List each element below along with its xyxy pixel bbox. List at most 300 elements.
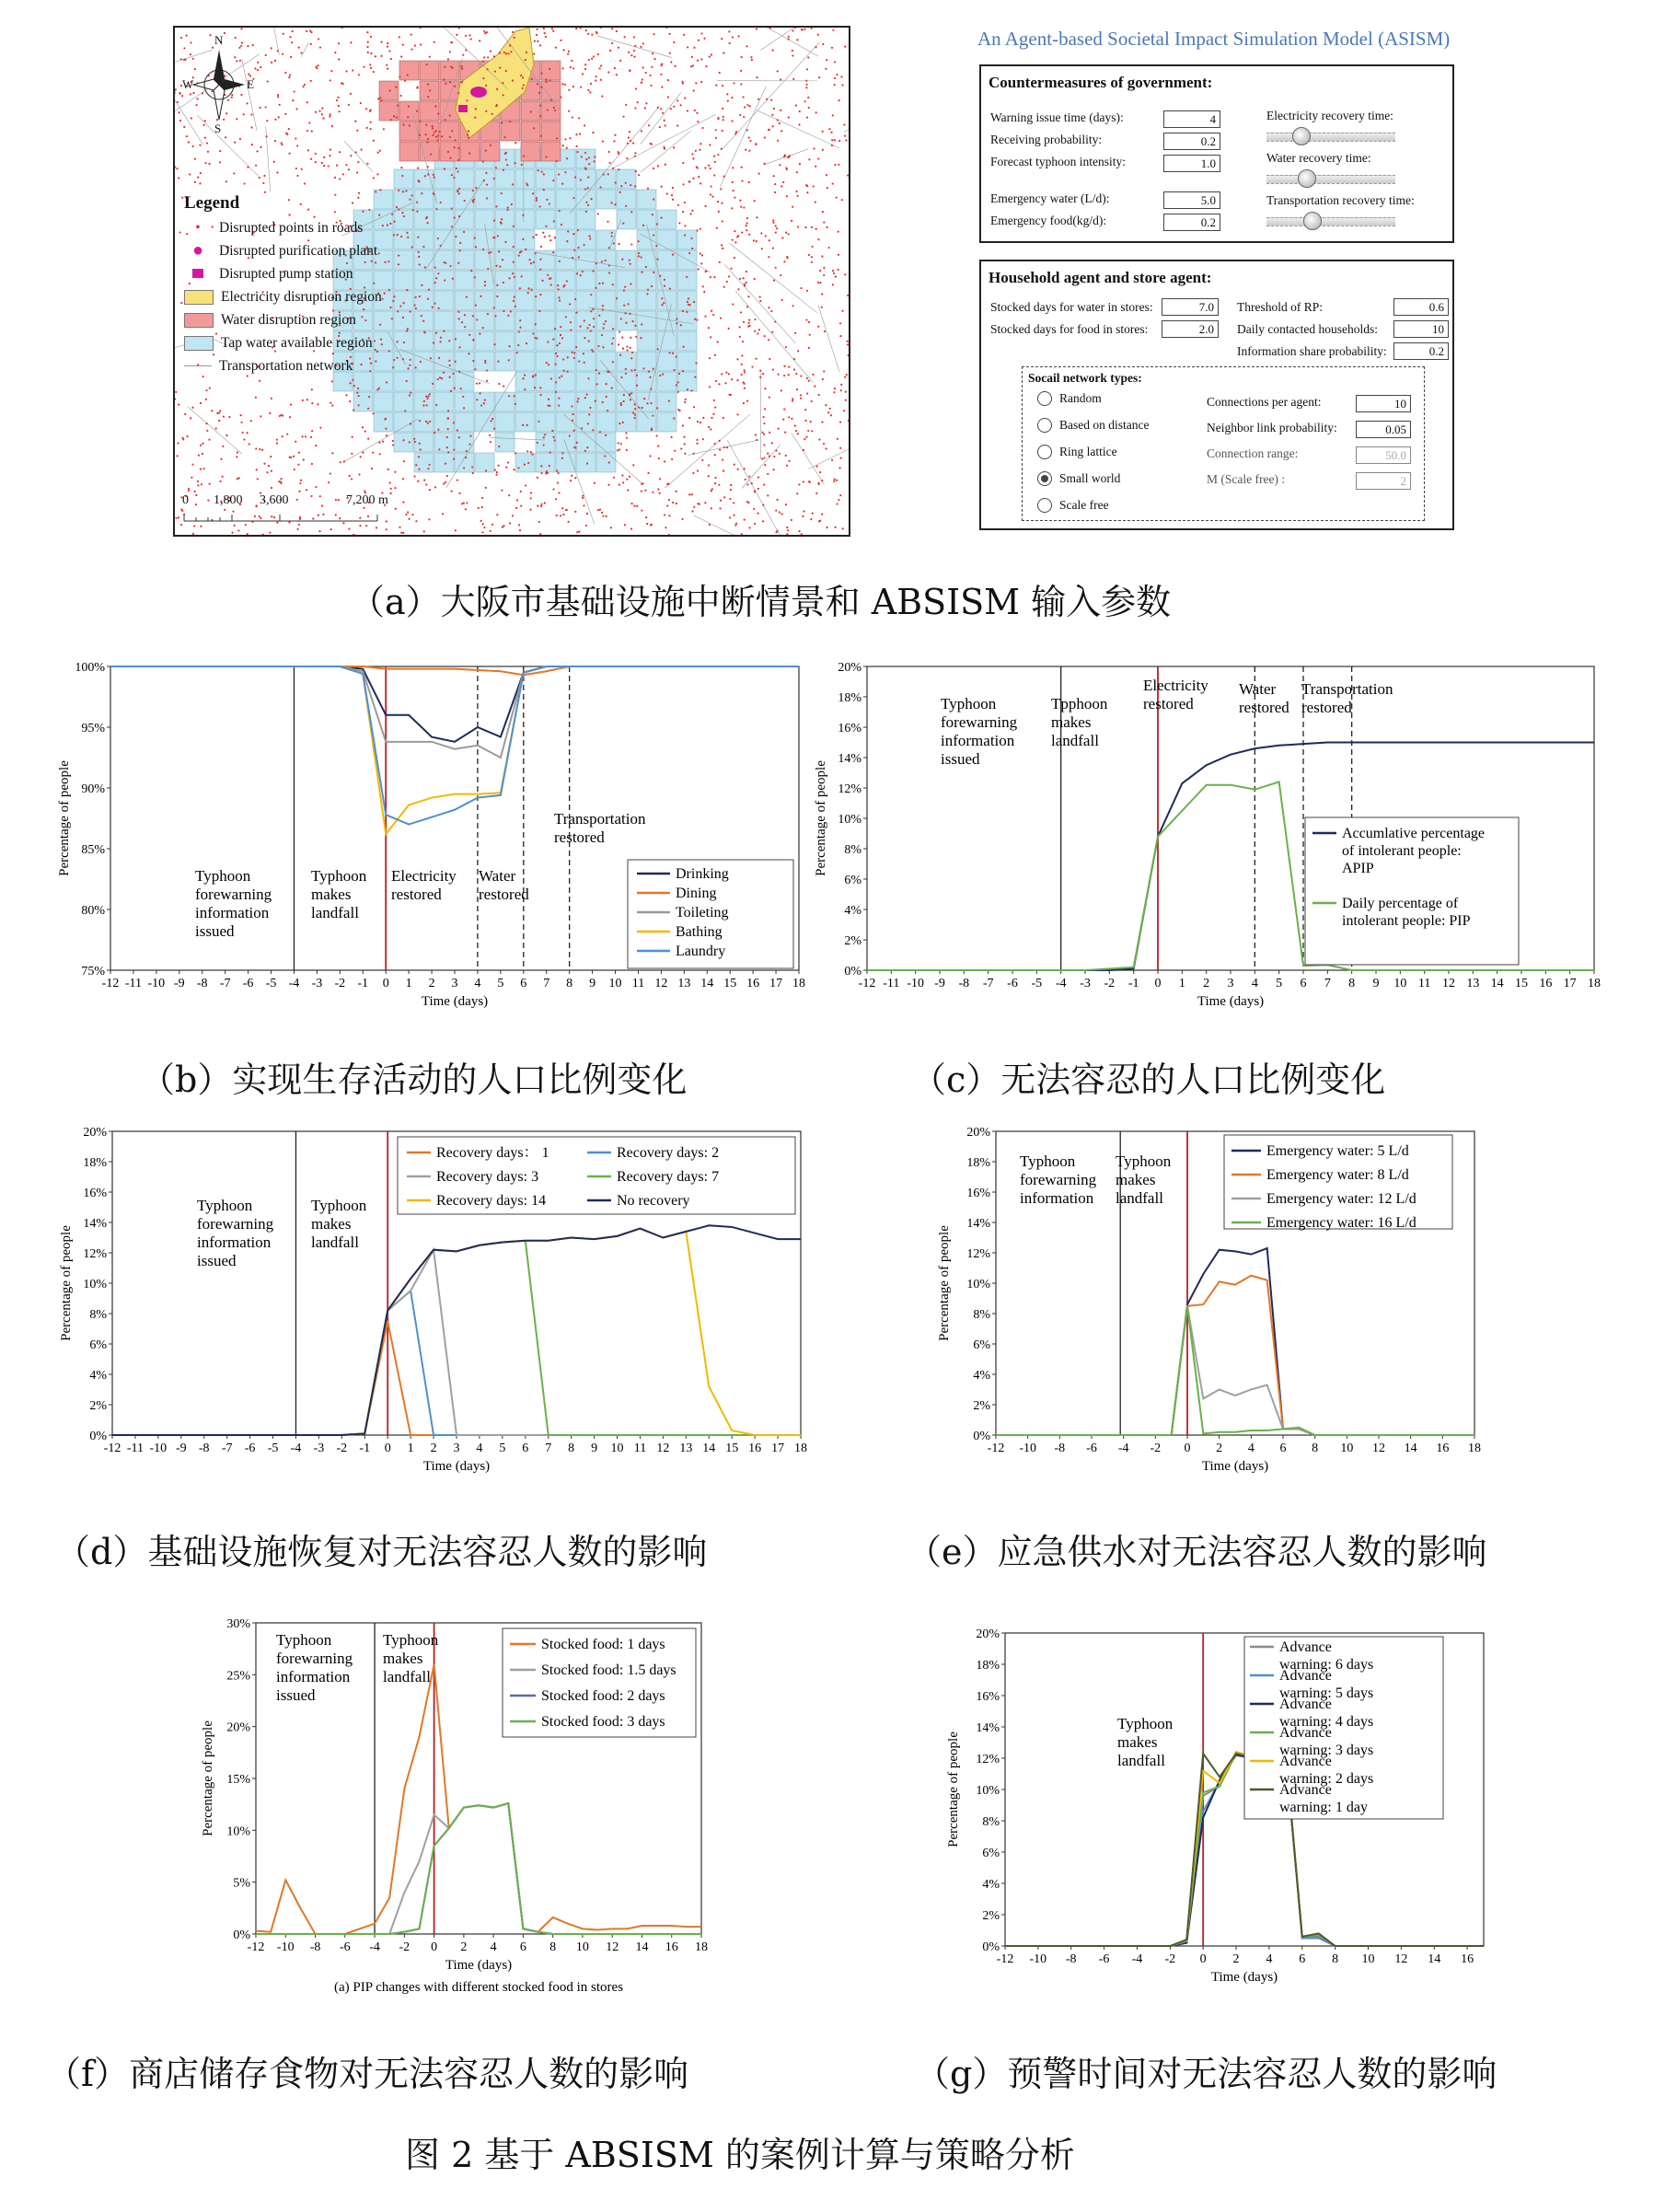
x-tick-label: -8 xyxy=(309,1940,321,1954)
disrupted-road-point xyxy=(746,271,747,272)
threshold-rp-input[interactable]: 0.6 xyxy=(1393,298,1449,316)
disrupted-road-point xyxy=(608,461,610,463)
disrupted-road-point xyxy=(513,300,515,302)
disrupted-road-point xyxy=(600,64,602,66)
disrupted-road-point xyxy=(311,463,313,465)
disrupted-road-point xyxy=(676,318,677,319)
x-tick-label: 2 xyxy=(460,1940,468,1954)
disrupted-road-point xyxy=(719,507,721,509)
disrupted-road-point xyxy=(726,446,728,448)
disrupted-road-point xyxy=(688,180,690,182)
y-tick-label: 20% xyxy=(966,1126,990,1140)
transport-recovery-slider[interactable] xyxy=(1266,217,1395,226)
disrupted-road-point xyxy=(772,368,774,370)
disrupted-road-point xyxy=(775,225,777,226)
disrupted-road-point xyxy=(539,533,541,535)
radio-label: Small world xyxy=(1059,471,1121,485)
disrupted-road-point xyxy=(584,397,586,399)
y-tick-label: 6% xyxy=(89,1338,107,1352)
radio-ring-lattice[interactable] xyxy=(1037,445,1117,459)
disrupted-road-point xyxy=(635,336,637,338)
neighbor-prob-input[interactable]: 0.05 xyxy=(1356,421,1411,438)
disrupted-road-point xyxy=(769,432,770,434)
x-tick-label: -12 xyxy=(996,1952,1014,1966)
water-disruption-cell xyxy=(541,81,561,100)
disrupted-road-point xyxy=(485,172,487,174)
disrupted-road-point xyxy=(757,98,759,100)
x-tick-label: 0 xyxy=(1154,977,1162,990)
disrupted-road-point xyxy=(796,492,798,494)
disrupted-road-point xyxy=(369,64,371,65)
disrupted-road-point xyxy=(432,383,434,385)
x-tick-label: -8 xyxy=(958,977,970,990)
emergency-food-input[interactable]: 0.2 xyxy=(1163,214,1220,231)
disrupted-road-point xyxy=(330,79,331,81)
disrupted-road-point xyxy=(709,144,711,145)
disrupted-road-point xyxy=(293,456,295,457)
y-tick-label: 4% xyxy=(89,1369,107,1383)
disrupted-road-point xyxy=(692,178,694,180)
disrupted-road-point xyxy=(730,268,732,270)
disrupted-road-point xyxy=(284,113,286,115)
disrupted-road-point xyxy=(340,461,341,463)
legend-label-line: Recovery days: 7 xyxy=(617,1169,720,1185)
disrupted-road-point xyxy=(586,393,588,395)
tap-water-cell xyxy=(576,392,595,411)
x-tick-label: -12 xyxy=(101,977,120,990)
disrupted-road-point xyxy=(514,395,515,397)
disrupted-road-point xyxy=(507,206,509,208)
disrupted-road-point xyxy=(259,380,260,382)
disrupted-road-point xyxy=(463,467,465,469)
disrupted-road-point xyxy=(789,460,791,462)
daily-contacts-input[interactable]: 10 xyxy=(1393,320,1449,338)
disrupted-road-point xyxy=(498,446,500,447)
disrupted-road-point xyxy=(748,319,750,321)
disrupted-road-point xyxy=(773,108,775,110)
disrupted-road-point xyxy=(573,430,575,432)
disrupted-road-point xyxy=(512,515,514,516)
disrupted-road-point xyxy=(746,229,747,231)
tap-water-cell xyxy=(677,250,697,270)
disrupted-road-point xyxy=(352,436,353,438)
disrupted-road-point xyxy=(781,299,783,301)
road-line xyxy=(818,306,839,372)
disrupted-road-point xyxy=(486,197,488,199)
disrupted-road-point xyxy=(539,394,541,396)
disrupted-road-point xyxy=(271,398,272,400)
legend-label-line: Toileting xyxy=(676,905,729,921)
y-tick-label: 8% xyxy=(973,1308,990,1322)
tap-water-cell xyxy=(596,230,616,249)
disrupted-road-point xyxy=(731,207,733,209)
connections-input[interactable]: 10 xyxy=(1356,395,1411,412)
legend-item xyxy=(184,262,423,285)
disrupted-road-point xyxy=(634,107,636,109)
disrupted-road-point xyxy=(618,47,619,49)
disrupted-road-point xyxy=(386,434,387,436)
disrupted-road-point xyxy=(693,506,695,508)
legend-label-line: intolerant people: PIP xyxy=(1342,913,1471,929)
disrupted-road-point xyxy=(570,329,572,330)
disrupted-road-point xyxy=(709,524,711,526)
disrupted-road-point xyxy=(775,267,777,269)
radio-small-world[interactable] xyxy=(1037,471,1120,486)
tap-water-cell xyxy=(657,392,676,411)
disrupted-road-point xyxy=(502,82,503,84)
disrupted-road-point xyxy=(546,362,548,364)
disrupted-road-point xyxy=(708,165,710,167)
disrupted-road-point xyxy=(311,131,313,133)
disrupted-road-point xyxy=(243,182,245,184)
disrupted-road-point xyxy=(838,499,839,501)
tap-water-cell xyxy=(434,190,454,209)
disrupted-road-point xyxy=(684,453,686,455)
disrupted-road-point xyxy=(680,104,682,106)
disrupted-road-point xyxy=(521,164,523,166)
x-tick-label: 13 xyxy=(1466,977,1480,990)
legend-label-line: Accumlative percentage xyxy=(1342,826,1486,841)
disrupted-road-point xyxy=(273,161,275,163)
annotation-line: Typhoon xyxy=(276,1631,332,1649)
disrupted-road-point xyxy=(734,241,736,243)
disrupted-road-point xyxy=(835,276,837,278)
disrupted-road-point xyxy=(764,335,766,337)
tap-water-cell xyxy=(455,291,474,310)
disrupted-road-point xyxy=(549,68,550,70)
disrupted-road-point xyxy=(767,473,769,475)
disrupted-road-point xyxy=(645,516,647,518)
y-tick-label: 80% xyxy=(81,904,105,918)
stocked-food-input[interactable]: 2.0 xyxy=(1162,320,1219,338)
radio-random[interactable] xyxy=(1037,391,1102,406)
annotation-line: issued xyxy=(941,750,980,768)
disrupted-road-point xyxy=(385,428,387,430)
disrupted-road-point xyxy=(687,110,688,111)
disrupted-road-point xyxy=(429,464,431,466)
disrupted-road-point xyxy=(505,158,507,160)
disrupted-road-point xyxy=(723,119,724,121)
x-tick-label: 8 xyxy=(568,1442,575,1455)
disrupted-road-point xyxy=(709,357,711,359)
disrupted-road-point xyxy=(786,533,788,535)
x-tick-label: 14 xyxy=(1490,977,1504,990)
store-water-label: Stocked days for water in stores: xyxy=(990,300,1153,314)
social-network-group xyxy=(1022,366,1425,521)
radio-icon[interactable] xyxy=(1037,418,1052,433)
warning-issue-time-input[interactable]: 4 xyxy=(1163,110,1220,128)
disrupted-road-point xyxy=(399,75,400,77)
disrupted-road-point xyxy=(710,336,711,338)
disrupted-road-point xyxy=(630,243,632,245)
disrupted-road-point xyxy=(691,248,693,249)
disrupted-road-point xyxy=(515,306,516,307)
legend-label-line: Recovery days: 14 xyxy=(436,1193,547,1209)
disrupted-road-point xyxy=(643,398,645,400)
x-tick-label: 15 xyxy=(1515,977,1528,990)
disrupted-road-point xyxy=(310,31,312,33)
radio-scale-free[interactable] xyxy=(1037,498,1109,513)
disrupted-road-point xyxy=(365,108,367,110)
disrupted-road-point xyxy=(261,449,263,451)
disrupted-road-point xyxy=(831,139,833,141)
disrupted-road-point xyxy=(730,394,732,396)
disrupted-road-point xyxy=(427,173,429,175)
radio-icon[interactable] xyxy=(1037,391,1052,406)
tap-water-cell xyxy=(657,230,676,249)
legend-label-line: warning: 1 day xyxy=(1279,1800,1368,1815)
disrupted-road-point xyxy=(442,513,444,515)
disrupted-road-point xyxy=(540,72,542,74)
disrupted-road-point xyxy=(247,166,249,168)
disrupted-road-point xyxy=(664,514,665,515)
disrupted-road-point xyxy=(776,530,778,532)
tap-water-cell xyxy=(657,210,676,229)
disrupted-road-point xyxy=(808,158,810,160)
tap-water-cell xyxy=(556,210,575,229)
disrupted-road-point xyxy=(274,119,276,121)
y-tick-label: 5% xyxy=(233,1876,250,1891)
disrupted-road-point xyxy=(256,150,258,152)
disrupted-road-point xyxy=(591,34,593,36)
water-recovery-slider[interactable] xyxy=(1266,175,1395,184)
disrupted-road-point xyxy=(709,386,711,388)
disrupted-road-point xyxy=(255,447,257,449)
radio-selected-icon[interactable] xyxy=(1037,471,1052,486)
disrupted-road-point xyxy=(616,74,618,75)
tap-water-cell xyxy=(475,311,494,330)
disrupted-road-point xyxy=(507,461,509,463)
disrupted-road-point xyxy=(175,391,177,393)
tap-water-cell xyxy=(475,190,494,209)
disrupted-road-point xyxy=(580,179,582,180)
disrupted-road-point xyxy=(796,195,798,197)
disrupted-road-point xyxy=(653,234,654,236)
disrupted-road-point xyxy=(547,341,549,342)
disrupted-road-point xyxy=(799,110,801,112)
disrupted-road-point xyxy=(443,330,445,332)
disrupted-road-point xyxy=(372,452,374,454)
annotation-line: information xyxy=(1020,1189,1094,1207)
x-tick-label: 0 xyxy=(384,1442,391,1455)
disrupted-road-point xyxy=(404,80,406,82)
disrupted-road-point xyxy=(747,326,749,328)
disrupted-road-point xyxy=(549,79,551,81)
emergency-water-input[interactable]: 5.0 xyxy=(1163,191,1220,209)
disrupted-road-point xyxy=(714,354,716,356)
disrupted-road-point xyxy=(700,81,702,83)
disrupted-road-point xyxy=(336,165,338,167)
tap-water-cell xyxy=(637,372,656,391)
tap-water-cell xyxy=(536,311,555,330)
disrupted-road-point xyxy=(530,497,532,499)
legend-label-line: Stocked food: 1 days xyxy=(541,1637,665,1652)
x-tick-label: 12 xyxy=(1372,1442,1385,1455)
disrupted-road-point xyxy=(590,310,592,312)
disrupted-road-point xyxy=(563,284,565,286)
stocked-water-input[interactable]: 7.0 xyxy=(1162,298,1219,316)
disrupted-road-point xyxy=(247,533,249,535)
disrupted-road-point xyxy=(625,322,627,324)
tap-water-cell xyxy=(576,433,595,452)
radio-icon[interactable] xyxy=(1037,498,1052,513)
disrupted-road-point xyxy=(545,226,547,227)
slider-knob[interactable] xyxy=(1303,212,1322,230)
disrupted-road-point xyxy=(255,165,257,167)
disrupted-road-point xyxy=(186,435,188,437)
disrupted-road-point xyxy=(811,28,813,29)
disrupted-road-point xyxy=(358,473,360,475)
y-tick-label: 2% xyxy=(973,1399,990,1413)
disrupted-road-point xyxy=(717,341,719,342)
disrupted-road-point xyxy=(329,115,330,117)
disrupted-road-point xyxy=(550,284,552,285)
disrupted-road-point xyxy=(367,52,369,53)
disrupted-road-point xyxy=(474,276,476,278)
disrupted-road-point xyxy=(222,476,224,478)
electricity-recovery-slider[interactable] xyxy=(1266,133,1395,142)
disrupted-road-point xyxy=(331,380,333,382)
x-tick-label: 12 xyxy=(1442,977,1455,990)
disrupted-road-point xyxy=(644,107,646,109)
receiving-probability-input[interactable]: 0.2 xyxy=(1163,133,1220,150)
water-disruption-cell xyxy=(420,61,439,80)
x-tick-label: 9 xyxy=(1372,977,1380,990)
x-tick-label: 6 xyxy=(522,1442,529,1455)
disrupted-road-point xyxy=(626,345,628,347)
gov-countermeasures-panel xyxy=(979,64,1454,243)
disrupted-road-point xyxy=(367,41,369,42)
x-tick-label: 16 xyxy=(1461,1952,1474,1966)
disrupted-road-point xyxy=(762,520,764,522)
disrupted-road-point xyxy=(517,467,519,469)
disrupted-road-point xyxy=(434,432,435,434)
tap-water-cell xyxy=(495,230,515,249)
disrupted-road-point xyxy=(744,388,746,389)
disrupted-road-point xyxy=(282,415,283,417)
x-tick-label: 10 xyxy=(575,1940,589,1954)
disrupted-road-point xyxy=(708,327,710,329)
disrupted-road-point xyxy=(425,396,427,398)
info-share-input[interactable]: 0.2 xyxy=(1393,342,1449,360)
disrupted-road-point xyxy=(771,442,773,444)
legend-label-line: Stocked food: 2 days xyxy=(541,1688,665,1704)
tap-water-cell xyxy=(414,433,434,452)
x-tick-label: -11 xyxy=(883,977,900,990)
disrupted-road-point xyxy=(522,76,524,78)
forecast-intensity-input[interactable]: 1.0 xyxy=(1163,155,1220,172)
disrupted-road-point xyxy=(795,430,797,432)
radio-distance[interactable] xyxy=(1037,418,1149,433)
disrupted-road-point xyxy=(731,97,733,98)
disrupted-road-point xyxy=(534,337,536,339)
disrupted-road-point xyxy=(714,482,716,484)
disrupted-road-point xyxy=(773,175,775,177)
x-tick-label: -2 xyxy=(334,977,346,990)
disrupted-road-point xyxy=(513,226,515,227)
disrupted-road-point xyxy=(837,438,838,440)
tap-water-cell xyxy=(677,352,697,371)
radio-icon[interactable] xyxy=(1037,445,1052,459)
disrupted-road-point xyxy=(815,228,817,230)
disrupted-road-point xyxy=(584,337,585,339)
slider-knob[interactable] xyxy=(1292,127,1311,145)
y-tick-label: 14% xyxy=(838,752,861,766)
disrupted-road-point xyxy=(262,534,264,535)
disrupted-road-point xyxy=(465,508,467,510)
disrupted-road-point xyxy=(839,322,841,324)
disrupted-road-point xyxy=(631,352,633,353)
magenta-dot-icon: ● xyxy=(191,240,204,261)
disrupted-road-point xyxy=(508,395,510,397)
disrupted-road-point xyxy=(379,97,381,98)
disrupted-road-point xyxy=(491,113,493,115)
disrupted-road-point xyxy=(757,512,758,514)
disrupted-road-point xyxy=(674,369,676,371)
disrupted-road-point xyxy=(668,515,670,516)
disrupted-road-point xyxy=(676,356,677,358)
disrupted-road-point xyxy=(558,296,560,298)
disrupted-road-point xyxy=(262,182,264,184)
disrupted-road-point xyxy=(595,400,596,402)
disrupted-road-point xyxy=(528,259,530,261)
disrupted-road-point xyxy=(413,475,415,477)
disrupted-road-point xyxy=(645,102,647,104)
y-tick-label: 10% xyxy=(226,1824,250,1839)
disrupted-road-point xyxy=(407,74,409,75)
disrupted-road-point xyxy=(767,494,769,496)
disrupted-road-point xyxy=(746,225,747,226)
disrupted-road-point xyxy=(624,286,626,288)
disrupted-road-point xyxy=(630,392,632,394)
annotation-line: makes xyxy=(311,1215,352,1233)
disrupted-road-point xyxy=(576,531,578,533)
disrupted-road-point xyxy=(792,29,793,31)
x-tick-label: -5 xyxy=(1031,977,1043,990)
annotation-line: restored xyxy=(479,886,529,903)
disrupted-road-point xyxy=(649,455,651,457)
disrupted-road-point xyxy=(671,458,673,460)
disrupted-road-point xyxy=(648,371,650,373)
tap-water-cell xyxy=(576,169,595,189)
x-tick-label: 17 xyxy=(769,977,783,990)
disrupted-road-point xyxy=(832,29,834,31)
disrupted-road-point xyxy=(234,142,236,144)
disrupted-road-point xyxy=(524,388,526,390)
legend-label-line: Advance xyxy=(1279,1782,1332,1798)
disrupted-road-point xyxy=(291,41,293,43)
disrupted-road-point xyxy=(632,411,634,413)
chart-subtitle: (a) PIP changes with different stocked food in stores xyxy=(333,1980,624,1995)
disrupted-road-point xyxy=(603,173,605,175)
disrupted-road-point xyxy=(609,50,611,52)
disrupted-road-point xyxy=(699,149,700,151)
disrupted-road-point xyxy=(693,301,695,303)
disrupted-road-point xyxy=(202,468,204,469)
x-tick-label: 7 xyxy=(543,977,550,990)
legend-label-line: warning: 3 days xyxy=(1279,1743,1374,1758)
disrupted-road-point xyxy=(566,280,568,282)
disrupted-road-point xyxy=(536,234,538,236)
slider-knob[interactable] xyxy=(1298,169,1316,188)
disrupted-road-point xyxy=(671,436,673,438)
disrupted-road-point xyxy=(365,525,367,527)
disrupted-road-point xyxy=(547,274,549,276)
disrupted-road-point xyxy=(785,455,787,457)
legend-label-line: Drinking xyxy=(676,866,729,882)
disrupted-road-point xyxy=(751,365,753,367)
disrupted-road-point xyxy=(461,68,463,70)
